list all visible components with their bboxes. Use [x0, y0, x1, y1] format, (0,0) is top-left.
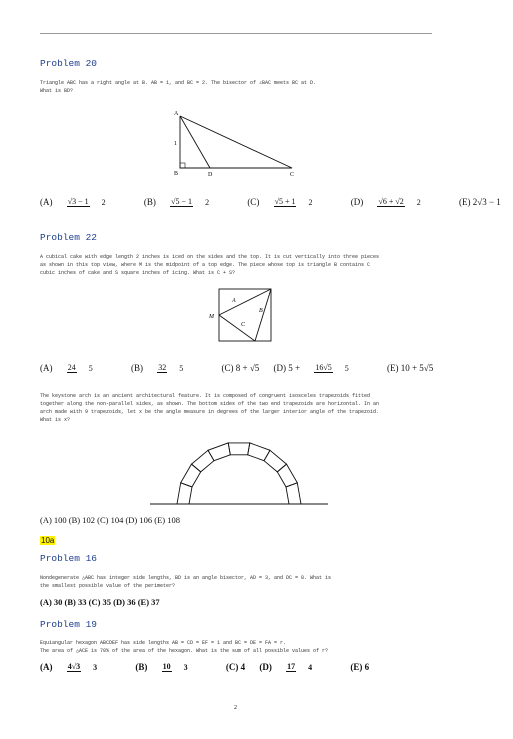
problem-22-title: Problem 22 [40, 232, 98, 243]
fig-label-d: D [208, 172, 213, 178]
problem-20-line-2: What is BD? [40, 88, 74, 94]
fig-label-a: A [174, 111, 179, 117]
fig-label-c: C [290, 172, 295, 178]
choice-d: (D) 5 + 16√5 5 [273, 363, 349, 374]
problem-16-statement [40, 574, 460, 590]
cake-label-c: C [241, 322, 246, 328]
problem-22-line-2: as shown in this top view, where M is the midpoint of a top edge. The piece whose top is triangle B contains C [40, 262, 371, 268]
problem-22-line-3: cubic inches of cake and S square inches of icing. What is C + S? [40, 270, 236, 276]
right-triangle-figure [168, 106, 308, 178]
problem-16-title: Problem 16 [40, 553, 98, 564]
problem-19-choices [40, 661, 381, 672]
problem-19-line-1: Equiangular hexagon ABCDEF has side lengths AB = CD = EF = 1 and BC = DE = FA = r. [40, 640, 287, 646]
cake-top-view-figure [205, 286, 275, 346]
arch-trapezoid [208, 443, 230, 461]
keystone-statement [40, 392, 460, 424]
problem-19-statement [40, 639, 460, 655]
problem-20-statement [40, 79, 440, 95]
cake-label-a: A [232, 298, 236, 304]
problem-19-line-2: The area of △ACE is 70% of the area of the hexagon. What is the sum of all possible values of r? [40, 648, 329, 654]
keystone-line-2: together along the non-parallel sides, as shown. The bottom sides of the two end trapezoids are horizontal. In an [40, 401, 380, 407]
highlight-tag-10a: 10a [41, 536, 55, 545]
page-number: 2 [234, 705, 237, 711]
keystone-choices: (A) 100 (B) 102 (C) 104 (D) 106 (E) 108 [40, 515, 180, 525]
problem-20-title: Problem 20 [40, 58, 98, 69]
fig-label-b: B [174, 171, 179, 177]
choice-b: (B) 32 5 [131, 363, 184, 374]
choice-a: (A) 24 5 [40, 363, 93, 374]
keystone-line-4: What is x? [40, 417, 71, 423]
choice-b: (B) 10 3 [135, 662, 188, 673]
problem-22-line-1: A cubical cake with edge length 2 inches is iced on the sides and the top. It is cut vertically into three pieces [40, 254, 380, 260]
problem-20-choices [40, 196, 513, 207]
choice-a: (A) √3 − 1 2 [40, 197, 106, 208]
problem-19-title: Problem 19 [40, 619, 98, 630]
choice-c: (C) 8 + √5 [221, 362, 260, 373]
choice-e: (E) 2√3 − 1 [459, 196, 501, 207]
arch-trapezoids [177, 443, 301, 504]
top-rule [40, 33, 432, 34]
choice-d: (D) √6 + √2 2 [350, 197, 421, 208]
arch-trapezoid [286, 483, 301, 504]
choice-e: (E) 6 [350, 661, 370, 672]
choice-c: (C) 4 [225, 661, 246, 672]
arch-trapezoid [248, 443, 270, 461]
problem-16-line-1: Nondegenerate △ABC has integer side lengths, BD is an angle bisector, AD = 3, and DC = 8. What is [40, 575, 332, 581]
problem-22-choices [40, 362, 445, 373]
keystone-arch-figure [150, 428, 330, 510]
arch-trapezoid [228, 443, 250, 455]
fig-label-side: 1 [174, 141, 177, 147]
cake-label-m: M [209, 314, 214, 320]
arch-trapezoid [192, 450, 215, 472]
problem-20-line-1: Triangle ABC has a right angle at B. AB = 1, and BC = 2. The bisector of ∠BAC meets BC at D. [40, 80, 317, 86]
arch-trapezoid [181, 464, 201, 487]
problem-22-statement [40, 253, 460, 277]
choice-b: (B) √5 − 1 2 [143, 197, 210, 208]
choice-e: (E) 10 + 5√5 [386, 362, 434, 373]
keystone-line-1: The keystone arch is an ancient architectural feature. It is composed of congruent isosceles trapezoids fitted [40, 393, 371, 399]
arch-trapezoid [264, 450, 287, 472]
choice-d: (D) 17 4 [259, 662, 313, 673]
problem-16-choices: (A) 30 (B) 33 (C) 35 (D) 36 (E) 37 [40, 597, 160, 607]
choice-c: (C) √5 + 1 2 [247, 197, 313, 208]
keystone-line-3: arch made with 9 trapezoids, let x be the angle measure in degrees of the larger interior angle of the trapezoid. [40, 409, 380, 415]
choice-a: (A) 4√3 3 [40, 662, 98, 673]
cake-label-b: B [259, 308, 263, 314]
problem-16-line-2: the smallest possible value of the perimeter? [40, 583, 176, 589]
